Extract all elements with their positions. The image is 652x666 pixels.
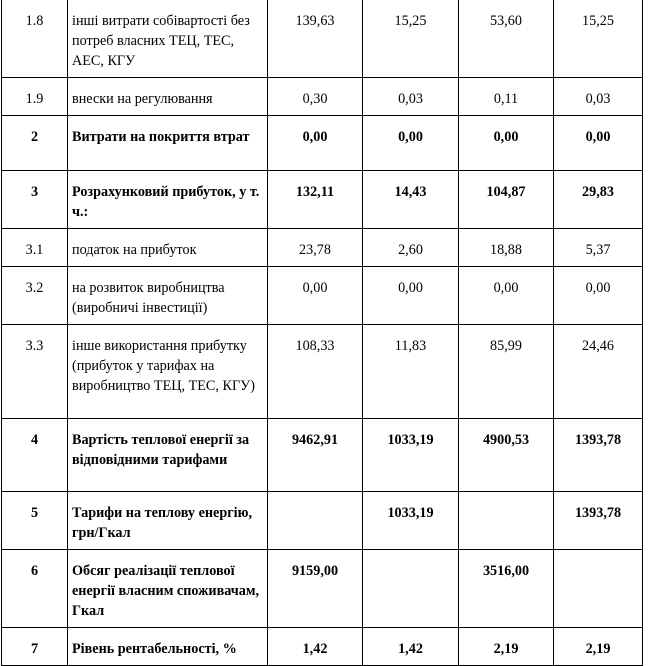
row-name: інші витрати собівартості без потреб власних ТЕЦ, ТЕС, АЕС, КГУ <box>68 0 268 78</box>
table-row <box>2 550 643 628</box>
value-cell: 1033,19 <box>363 419 459 492</box>
value-cell: 23,78 <box>268 229 363 267</box>
value-cell: 0,00 <box>363 116 459 171</box>
table-row <box>2 229 643 267</box>
value-cell: 0,00 <box>554 116 643 171</box>
row-name: інше використання прибутку (прибуток у тарифах на виробництво ТЕЦ, ТЕС, КГУ) <box>68 325 268 419</box>
table-row <box>2 0 643 78</box>
row-code: 4 <box>2 419 68 492</box>
value-cell: 1393,78 <box>554 492 643 550</box>
value-cell: 132,11 <box>268 171 363 229</box>
value-cell: 104,87 <box>459 171 554 229</box>
value-cell: 5,37 <box>554 229 643 267</box>
value-cell: 9462,91 <box>268 419 363 492</box>
value-cell: 0,03 <box>363 78 459 116</box>
value-cell: 139,63 <box>268 0 363 78</box>
value-cell: 2,19 <box>554 628 643 666</box>
row-code: 3.1 <box>2 229 68 267</box>
row-code: 1.9 <box>2 78 68 116</box>
value-cell: 3516,00 <box>459 550 554 628</box>
value-cell: 85,99 <box>459 325 554 419</box>
value-cell <box>554 550 643 628</box>
row-name: Витрати на покриття втрат <box>68 116 268 171</box>
tariff-table-body <box>2 0 643 666</box>
value-cell: 0,00 <box>363 267 459 325</box>
row-code: 6 <box>2 550 68 628</box>
table-row <box>2 78 643 116</box>
row-name: податок на прибуток <box>68 229 268 267</box>
row-name: на розвиток виробництва (виробничі інвестиції) <box>68 267 268 325</box>
row-name: Тарифи на теплову енергію, грн/Гкал <box>68 492 268 550</box>
value-cell: 9159,00 <box>268 550 363 628</box>
row-name: Рівень рентабельності, % <box>68 628 268 666</box>
value-cell: 2,19 <box>459 628 554 666</box>
row-code: 3.3 <box>2 325 68 419</box>
value-cell: 1393,78 <box>554 419 643 492</box>
value-cell: 15,25 <box>363 0 459 78</box>
value-cell: 0,03 <box>554 78 643 116</box>
table-row <box>2 419 643 492</box>
value-cell <box>363 550 459 628</box>
row-code: 3.2 <box>2 267 68 325</box>
value-cell: 0,30 <box>268 78 363 116</box>
row-name: Розрахунковий прибуток, у т. ч.: <box>68 171 268 229</box>
value-cell: 53,60 <box>459 0 554 78</box>
value-cell: 0,00 <box>459 267 554 325</box>
value-cell: 18,88 <box>459 229 554 267</box>
value-cell: 0,00 <box>268 267 363 325</box>
value-cell: 1,42 <box>268 628 363 666</box>
value-cell: 0,00 <box>268 116 363 171</box>
row-name: Вартість теплової енергії за відповідними тарифами <box>68 419 268 492</box>
value-cell: 29,83 <box>554 171 643 229</box>
table-row <box>2 628 643 666</box>
value-cell <box>459 492 554 550</box>
value-cell: 14,43 <box>363 171 459 229</box>
value-cell: 1,42 <box>363 628 459 666</box>
value-cell: 0,11 <box>459 78 554 116</box>
value-cell: 0,00 <box>554 267 643 325</box>
row-name: внески на регулювання <box>68 78 268 116</box>
table-row <box>2 171 643 229</box>
value-cell: 108,33 <box>268 325 363 419</box>
row-code: 3 <box>2 171 68 229</box>
row-code: 5 <box>2 492 68 550</box>
table-row <box>2 267 643 325</box>
table-row <box>2 325 643 419</box>
row-name: Обсяг реалізації теплової енергії власним споживачам, Гкал <box>68 550 268 628</box>
row-code: 7 <box>2 628 68 666</box>
value-cell: 0,00 <box>459 116 554 171</box>
row-code: 2 <box>2 116 68 171</box>
value-cell <box>268 492 363 550</box>
row-code: 1.8 <box>2 0 68 78</box>
value-cell: 24,46 <box>554 325 643 419</box>
tariff-table <box>1 0 643 666</box>
value-cell: 2,60 <box>363 229 459 267</box>
value-cell: 11,83 <box>363 325 459 419</box>
value-cell: 4900,53 <box>459 419 554 492</box>
value-cell: 15,25 <box>554 0 643 78</box>
table-row <box>2 492 643 550</box>
value-cell: 1033,19 <box>363 492 459 550</box>
table-row <box>2 116 643 171</box>
